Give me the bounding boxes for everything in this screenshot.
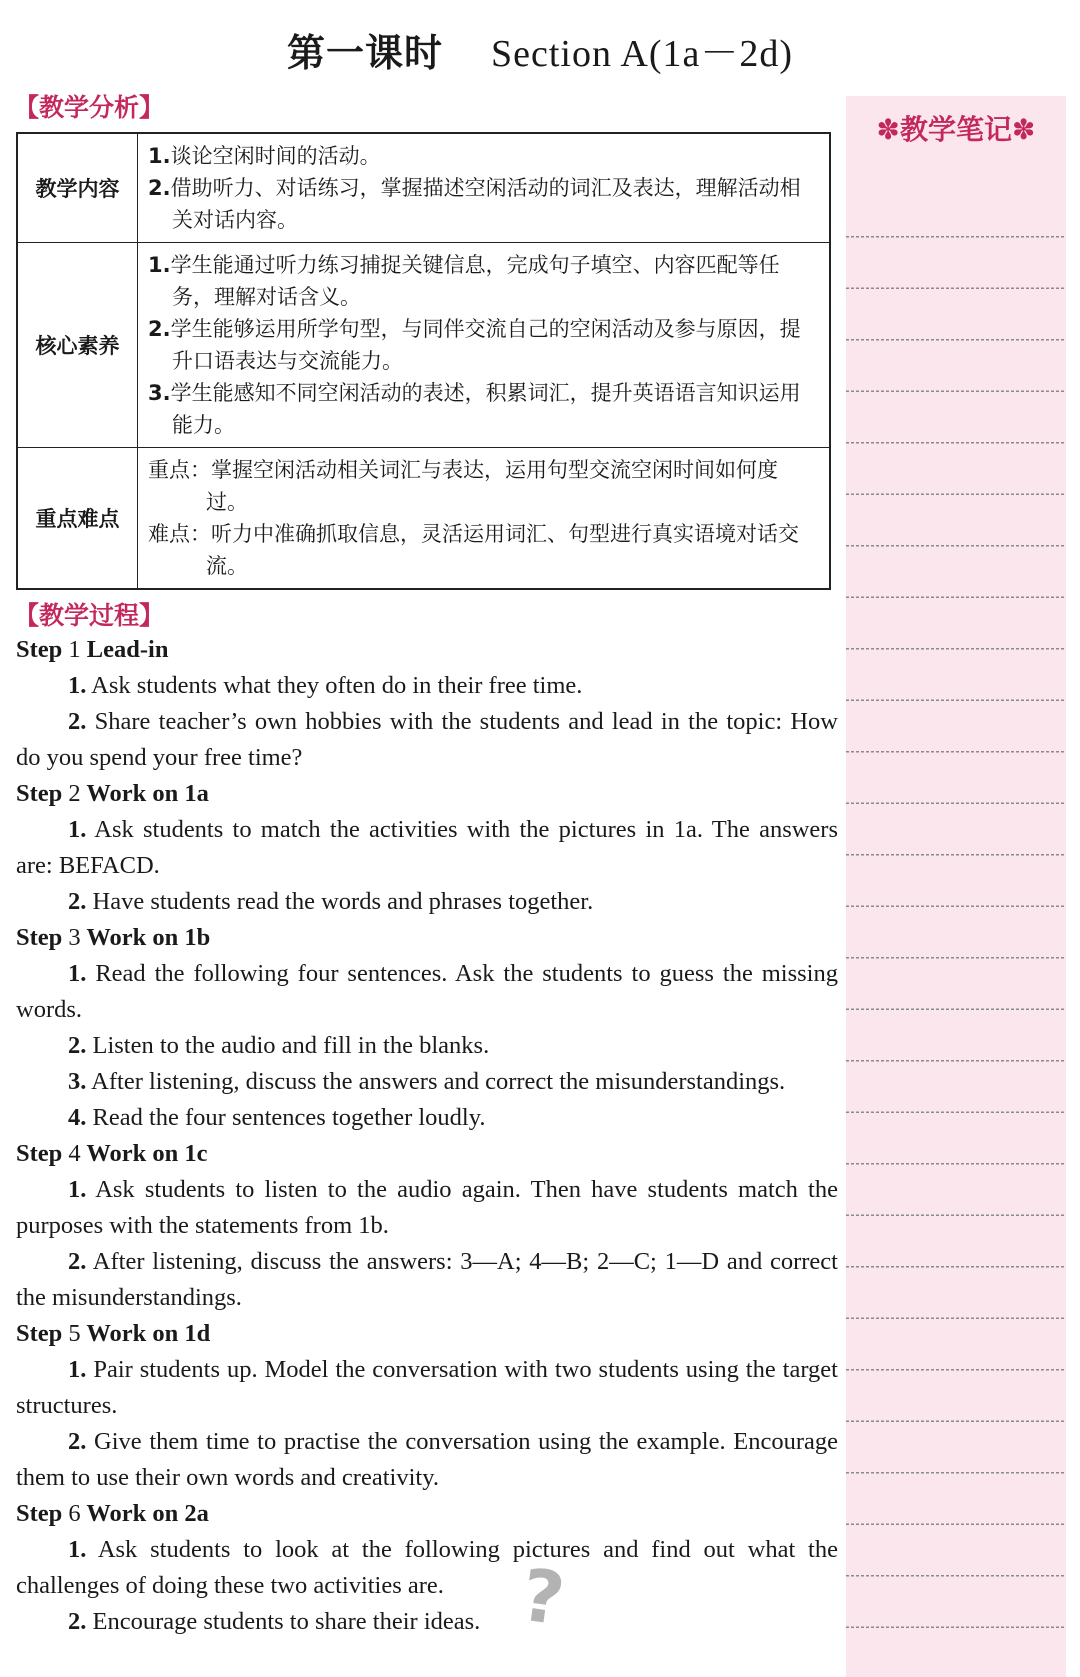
step-paragraph: 4. Read the four sentences together loudly.: [68, 1104, 486, 1131]
row-body-literacy: [138, 243, 831, 448]
list-item: 2.借助听力、对话练习，掌握描述空闲活动的词汇及表达，理解活动相关对话内容。: [148, 176, 801, 232]
step-paragraph: 1. Ask students to look at the following pictures and find out what the challenges of doing these two activities are.: [16, 1536, 838, 1599]
step-title: Step 5 Work on 1d: [16, 1320, 211, 1347]
step-title: Step 2 Work on 1a: [16, 780, 209, 807]
row-label-content: 教学内容: [17, 133, 138, 243]
question-mark-icon: ?: [516, 1552, 570, 1642]
page-title: [0, 22, 1080, 77]
lesson-title-en: Section A(1a－2d): [491, 33, 794, 75]
notes-title: ✽教学笔记✽: [876, 113, 1036, 146]
step-paragraph: 2. Listen to the audio and fill in the blanks.: [68, 1032, 490, 1059]
table-row: [17, 243, 830, 448]
step-paragraph: 1. Read the following four sentences. Ask the students to guess the missing words.: [16, 960, 838, 1023]
analysis-table: [16, 132, 831, 590]
notes-panel: [846, 96, 1066, 1677]
teaching-process: [16, 632, 838, 1640]
list-item: 1.谈论空闲时间的活动。: [148, 144, 381, 168]
step-paragraph: 1. Ask students to listen to the audio again. Then have students match the purposes with the statements from 1b.: [16, 1176, 838, 1239]
step-paragraph: 1. Pair students up. Model the conversation with two students using the target structures.: [16, 1356, 838, 1419]
step-paragraph: 2. After listening, discuss the answers: 3—A; 4—B; 2—C; 1—D and correct the misunderstandings.: [16, 1248, 838, 1311]
step-paragraph: 2. Share teacher’s own hobbies with the students and lead in the topic: How do you spend your free time?: [16, 708, 839, 771]
step-paragraph: 2. Encourage students to share their ideas.: [68, 1608, 481, 1635]
step-title: Step 6 Work on 2a: [16, 1500, 209, 1527]
step-paragraph: 2. Have students read the words and phrases together.: [68, 888, 594, 915]
row-label-literacy: 核心素养: [17, 243, 138, 448]
step-title: Step 1 Lead-in: [16, 636, 169, 663]
table-row: [17, 133, 830, 243]
step-paragraph: 2. Give them time to practise the conversation using the example. Encourage them to use their own words and creativity.: [16, 1428, 839, 1491]
list-item: 3.学生能感知不同空闲活动的表述，积累词汇，提升英语语言知识运用能力。: [148, 381, 801, 437]
step-title: Step 4 Work on 1c: [16, 1140, 208, 1167]
list-item: 重点：掌握空闲活动相关词汇与表达，运用句型交流空闲时间如何度过。: [148, 458, 778, 514]
step-paragraph: 3. After listening, discuss the answers and correct the misunderstandings.: [68, 1068, 786, 1095]
list-item: 难点：听力中准确抓取信息，灵活运用词汇、句型进行真实语境对话交流。: [148, 522, 799, 578]
row-body-keypoints: [138, 448, 831, 590]
process-heading: 【教学过程】: [14, 601, 165, 630]
lesson-title-cn: 第一课时: [286, 31, 443, 75]
row-body-content: [138, 133, 831, 243]
notes-ruled-lines: [846, 186, 1066, 1677]
row-label-keypoints: 重点难点: [17, 448, 138, 590]
step-paragraph: 1. Ask students to match the activities with the pictures in 1a. The answers are: BEFACD.: [16, 816, 838, 879]
step-title: Step 3 Work on 1b: [16, 924, 211, 951]
table-row: [17, 448, 830, 590]
analysis-heading: 【教学分析】: [14, 93, 165, 122]
step-paragraph: 1. Ask students what they often do in their free time.: [68, 672, 583, 699]
list-item: 1.学生能通过听力练习捕捉关键信息，完成句子填空、内容匹配等任务，理解对话含义。: [148, 253, 780, 309]
list-item: 2.学生能够运用所学句型，与同伴交流自己的空闲活动及参与原因，提升口语表达与交流能力。: [148, 317, 801, 373]
